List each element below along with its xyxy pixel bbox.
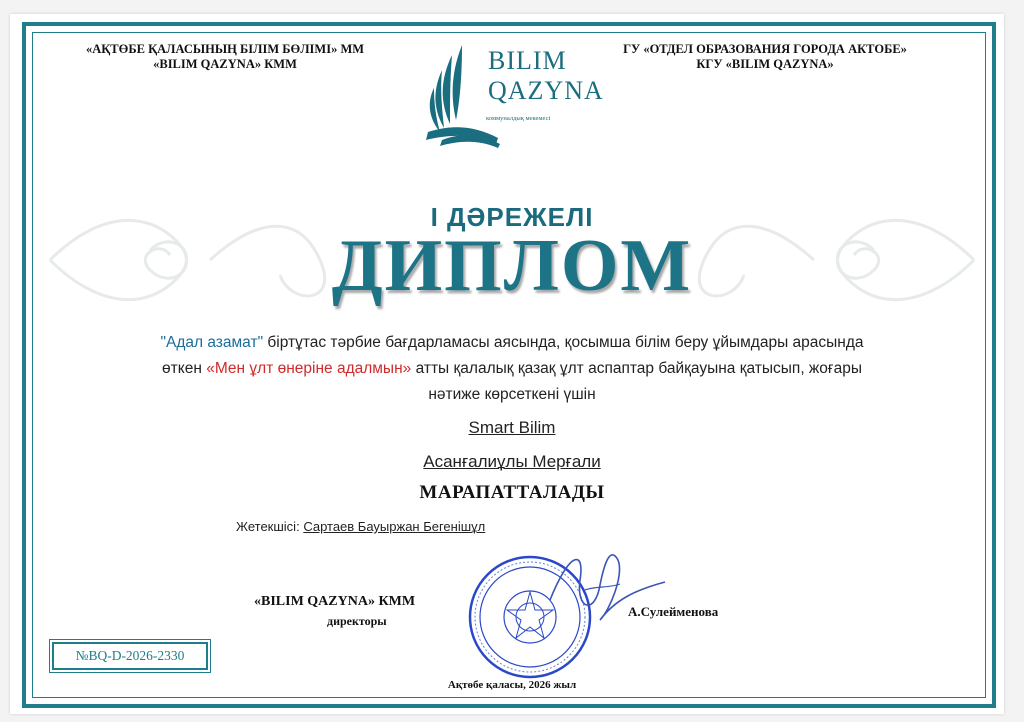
program-name: "Адал азамат" bbox=[160, 334, 264, 351]
logo-line1: BILIM bbox=[488, 46, 567, 75]
recipient-organization: Smart Bilim bbox=[468, 418, 556, 437]
supervisor-line bbox=[236, 519, 485, 534]
supervisor-name: Сартаев Бауыржан Бегенішұл bbox=[303, 519, 486, 534]
signatory-name: А.Сулейменова bbox=[628, 604, 719, 619]
diploma-title: ДИПЛОМ bbox=[331, 225, 693, 307]
header-right-line1: ГУ «ОТДЕЛ ОБРАЗОВАНИЯ ГОРОДА АКТОБЕ» bbox=[623, 42, 907, 56]
logo-line2: QAZYNA bbox=[488, 76, 604, 105]
signatory-organization: «BILIM QAZYNA» КММ bbox=[254, 594, 416, 609]
header-left bbox=[60, 42, 390, 72]
description-part2: атты қалалық қазақ ұлт аспаптар байқауына қатысып, жоғары нәтиже көрсеткені үшін bbox=[411, 360, 862, 403]
recipient-name: Асанғалиұлы Мерғали bbox=[423, 452, 601, 471]
supervisor-label: Жетекшісі: bbox=[236, 519, 304, 534]
header-left-line1: «АҚТӨБЕ ҚАЛАСЫНЫҢ БІЛІМ БӨЛІМІ» ММ bbox=[85, 42, 365, 56]
awarded-label: МАРАПАТТАЛАДЫ bbox=[419, 482, 605, 503]
header-left-line2: «BILIM QAZYNA» КММ bbox=[153, 57, 297, 71]
award-description bbox=[150, 330, 874, 408]
degree-label: I ДӘРЕЖЕЛІ bbox=[430, 202, 594, 232]
diploma-number: №BQ-D-2026-2330 bbox=[52, 642, 208, 670]
logo-subtitle: коммуналдық мекемесі bbox=[486, 115, 551, 122]
header-right bbox=[590, 42, 940, 72]
description-part1: біртұтас тәрбие бағдарламасы аясында, қосымша білім беру ұйымдары арасында өткен bbox=[162, 334, 864, 377]
city-year: Ақтөбе қаласы, 2026 жыл bbox=[447, 679, 577, 691]
contest-name: «Мен ұлт өнеріне адалмын» bbox=[206, 360, 412, 377]
logo-text bbox=[488, 46, 604, 106]
header-right-line2: КГУ «BILIM QAZYNA» bbox=[696, 57, 834, 71]
signatory-role: директоры bbox=[327, 614, 387, 628]
